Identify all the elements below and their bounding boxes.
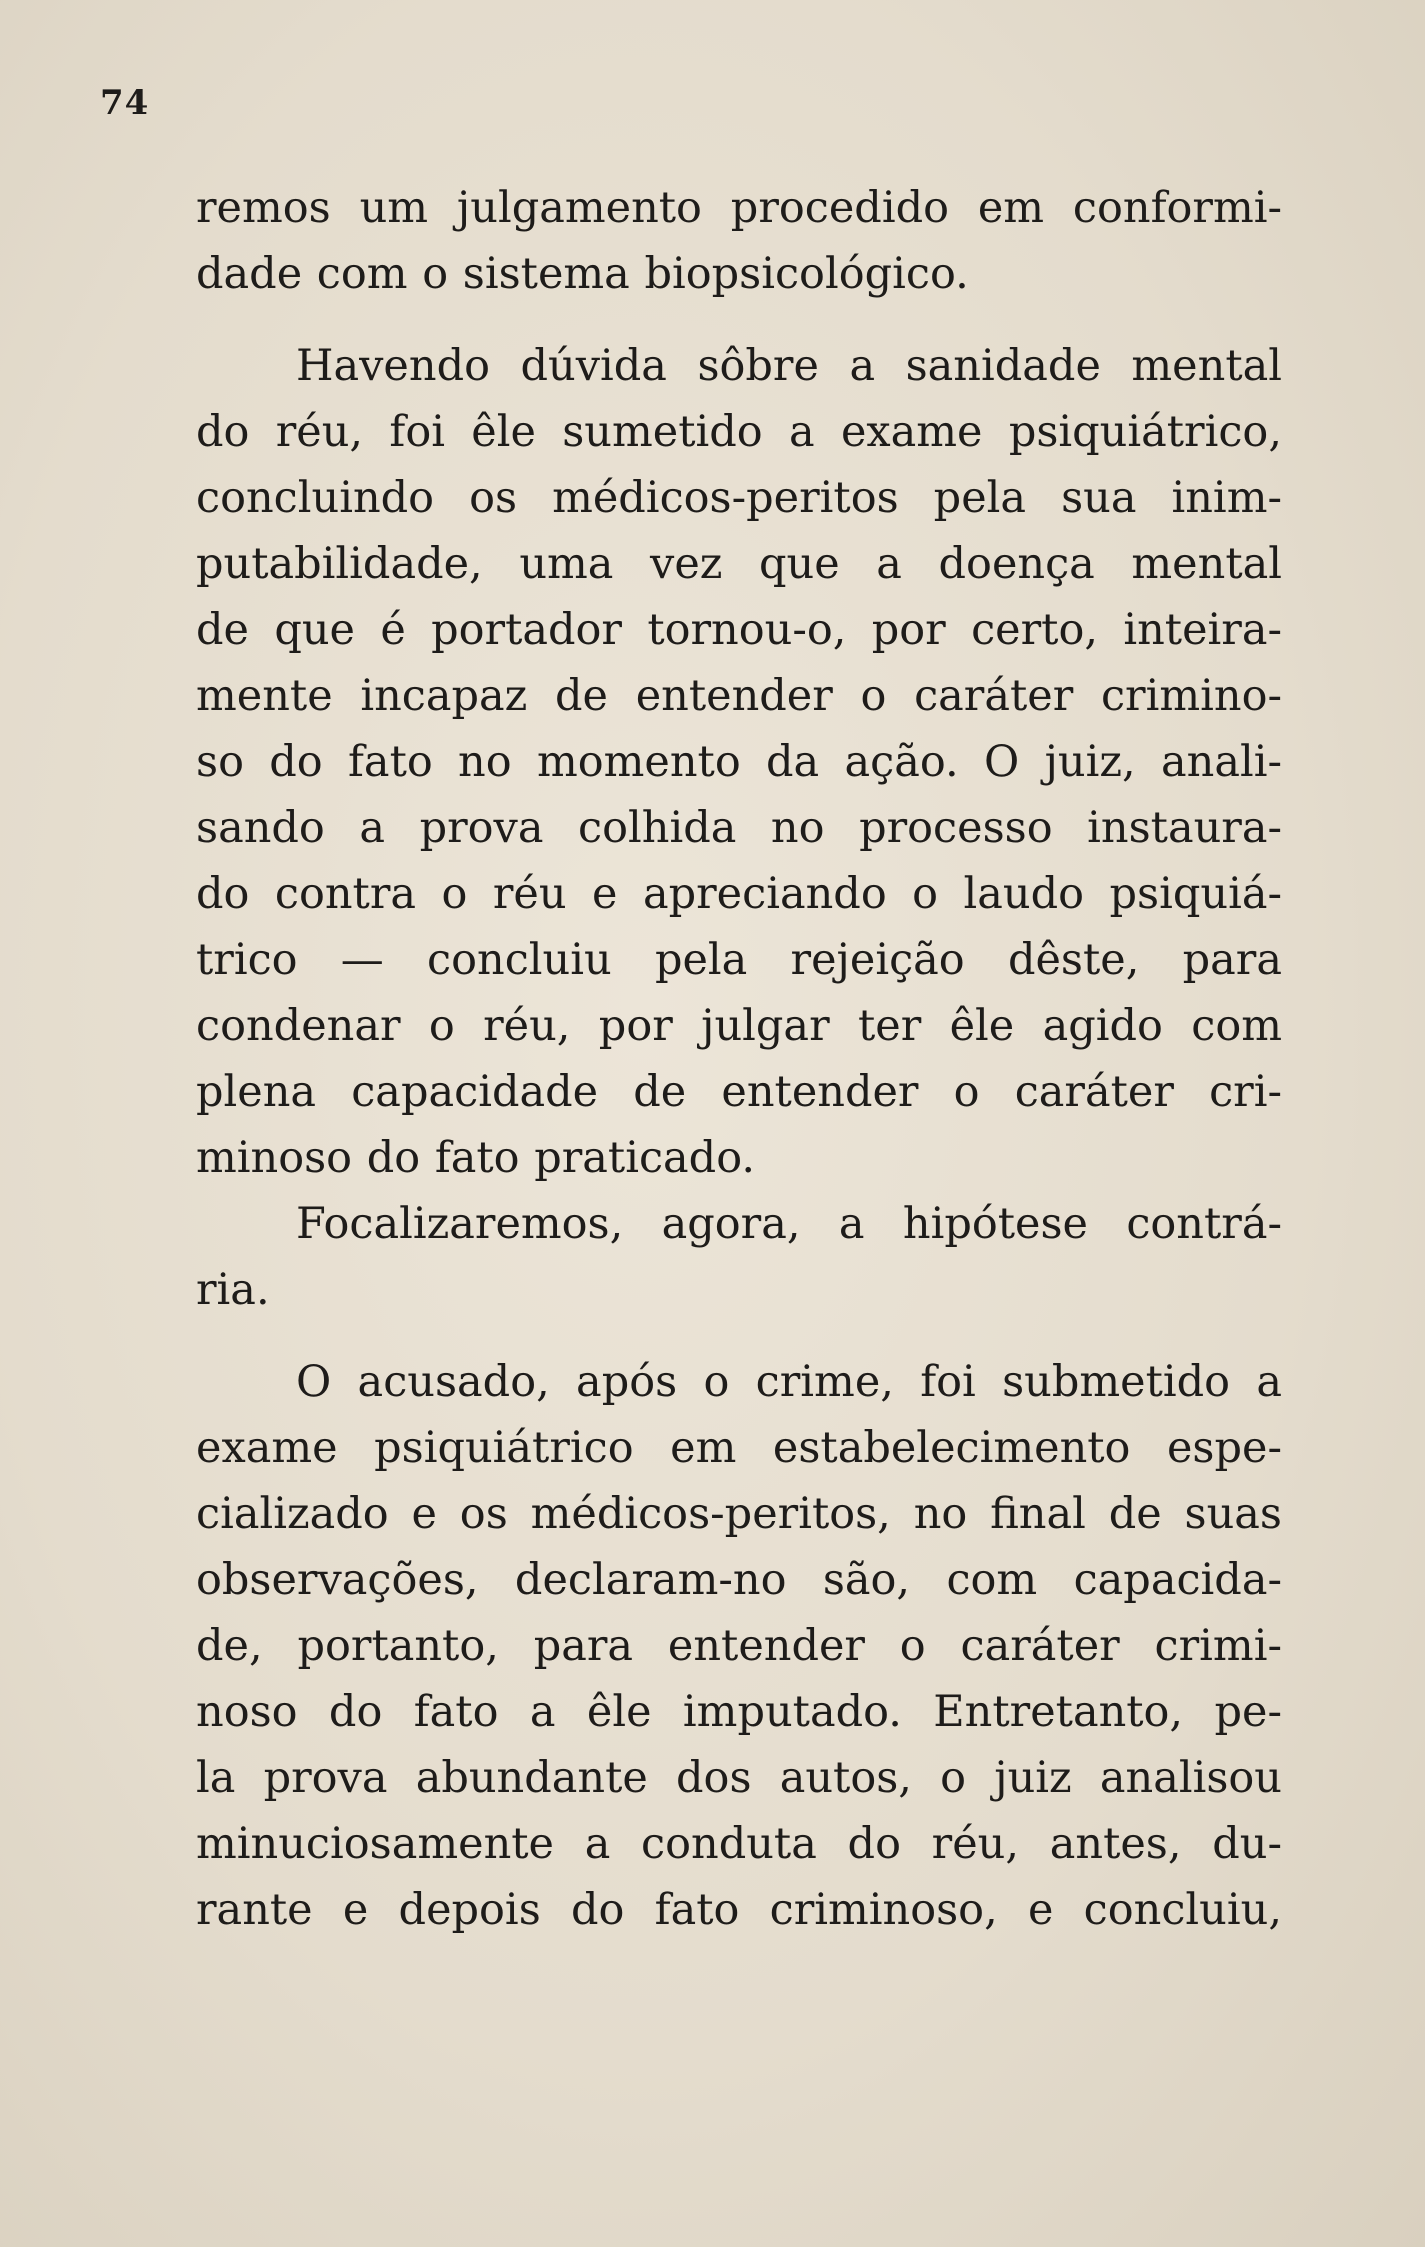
- text-line: Havendo dúvida sôbre a sanidade mental: [296, 341, 1282, 391]
- text-line: remos um julgamento procedido em conformi-: [196, 183, 1282, 233]
- text-line: do contra o réu e apreciando o laudo psiquiá-: [196, 869, 1282, 919]
- text-line: do réu, foi êle sumetido a exame psiquiátrico,: [196, 407, 1282, 457]
- text-line: minoso do fato praticado.: [196, 1133, 755, 1183]
- text-line: plena capacidade de entender o caráter cri-: [196, 1067, 1282, 1117]
- text-line: cializado e os médicos-peritos, no final de suas: [196, 1489, 1282, 1539]
- text-line: sando a prova colhida no processo instaura-: [196, 803, 1282, 853]
- text-line: noso do fato a êle imputado. Entretanto, pe-: [196, 1687, 1282, 1737]
- text-line: concluindo os médicos-peritos pela sua inim-: [196, 473, 1282, 523]
- text-line: dade com o sistema biopsicológico.: [196, 249, 969, 299]
- text-line: Focalizaremos, agora, a hipótese contrá-: [296, 1199, 1282, 1249]
- text-line: rante e depois do fato criminoso, e concluiu,: [196, 1885, 1282, 1935]
- text-line: de que é portador tornou-o, por certo, inteira-: [196, 605, 1282, 655]
- text-line: putabilidade, uma vez que a doença mental: [196, 539, 1282, 589]
- text-line: de, portanto, para entender o caráter crimi-: [196, 1621, 1282, 1671]
- text-line: exame psiquiátrico em estabelecimento espe-: [196, 1423, 1282, 1473]
- text-line: ria.: [196, 1265, 270, 1315]
- text-line: O acusado, após o crime, foi submetido a: [296, 1357, 1282, 1407]
- text-line: mente incapaz de entender o caráter crimino-: [196, 671, 1282, 721]
- text-line: minuciosamente a conduta do réu, antes, du-: [196, 1819, 1282, 1869]
- text-line: observações, declaram-no são, com capacida-: [196, 1555, 1282, 1605]
- text-line: so do fato no momento da ação. O juiz, anali-: [196, 737, 1282, 787]
- text-line: trico — concluiu pela rejeição dêste, para: [196, 935, 1282, 985]
- body-text: [196, 175, 1282, 1943]
- text-line: la prova abundante dos autos, o juiz analisou: [196, 1753, 1282, 1803]
- text-line: condenar o réu, por julgar ter êle agido com: [196, 1001, 1282, 1051]
- page-number: 74: [100, 83, 150, 123]
